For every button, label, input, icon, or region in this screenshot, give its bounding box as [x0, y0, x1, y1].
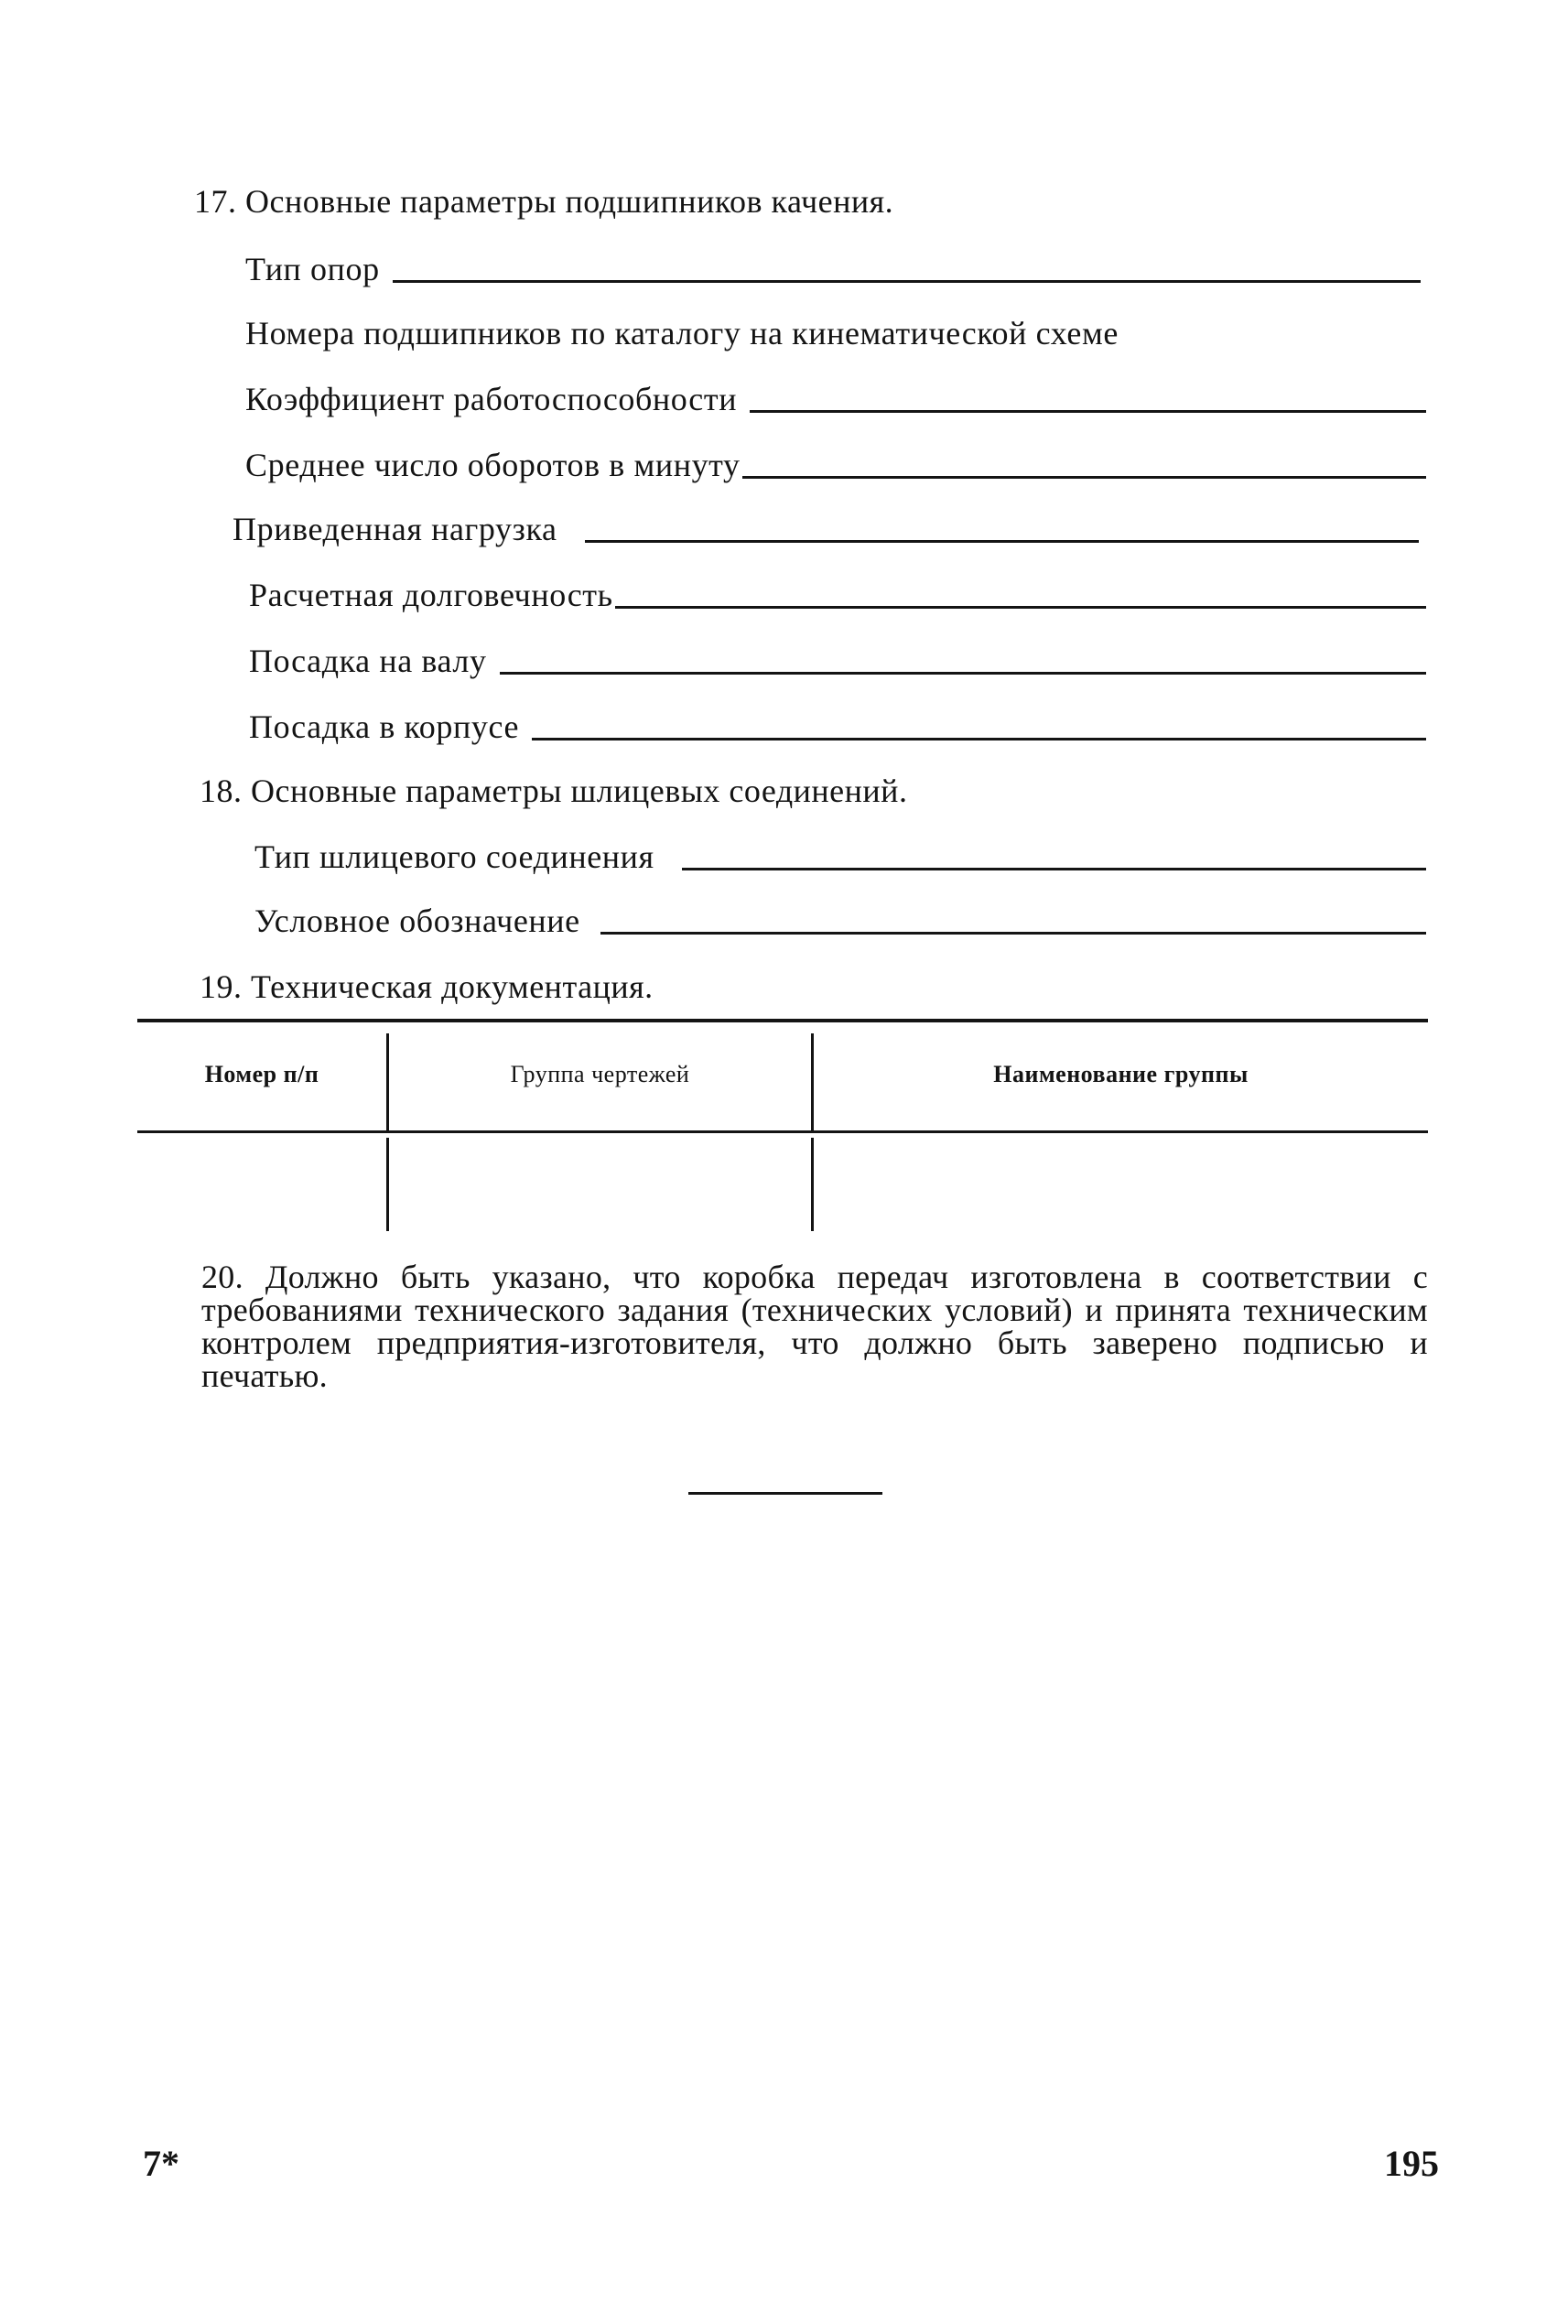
fill-in-line: [532, 738, 1426, 740]
documentation-table: [137, 1019, 1428, 1238]
table-cell: [814, 1133, 1428, 1234]
field-designation: [254, 901, 1426, 941]
signature-mark: 7*: [143, 2143, 179, 2184]
fill-in-line: [750, 410, 1426, 413]
section-19-heading: 19. Техническая документация.: [200, 968, 654, 1005]
fill-in-line: [393, 280, 1421, 283]
field-label: Посадка на валу: [249, 643, 487, 679]
table-cell: [137, 1133, 386, 1234]
table-header-group-name: Наименование группы: [993, 1061, 1249, 1087]
field-shaft-fit: [249, 641, 1426, 681]
fill-in-line: [682, 868, 1426, 870]
field-housing-fit: [249, 707, 1426, 747]
end-rule: [688, 1492, 882, 1495]
field-capacity-coefficient: [245, 379, 1426, 419]
table-cell: [389, 1133, 811, 1234]
fill-in-line: [500, 672, 1426, 675]
fill-in-line: [615, 606, 1426, 609]
field-label: Номера подшипников по каталогу на кинематической схеме: [245, 315, 1119, 351]
field-label: Расчетная долговечность: [249, 577, 613, 613]
section-20-paragraph: 20. Должно быть указано, что коробка передач изготовлена в соответствии с требованиями технического задания (технических условий) и принята техническим контролем предприятия-изготовителя, что должно быть заверено подписью и печатью.: [201, 1259, 1428, 1394]
field-label: Приведенная нагрузка: [232, 511, 557, 547]
fill-in-line: [742, 476, 1426, 479]
page-number: 195: [1384, 2143, 1439, 2184]
table-header-number: Номер п/п: [204, 1061, 319, 1087]
field-spline-type: [254, 837, 1426, 877]
field-average-rpm: [245, 445, 1426, 485]
section-17-heading: 17. Основные параметры подшипников качения.: [194, 183, 894, 220]
field-label: Тип опор: [245, 251, 380, 287]
field-bearing-numbers: [245, 313, 1119, 353]
fill-in-line: [600, 932, 1426, 935]
field-label: Посадка в корпусе: [249, 708, 520, 745]
section-18-heading: 18. Основные параметры шлицевых соединений.: [200, 773, 908, 809]
field-support-type: [245, 249, 1421, 289]
fill-in-line: [585, 540, 1419, 543]
field-label: Тип шлицевого соединения: [254, 838, 654, 875]
field-design-life: [249, 575, 1426, 615]
field-label: Условное обозначение: [254, 903, 580, 939]
field-label: Среднее число оборотов в минуту: [245, 447, 741, 483]
table-header-drawing-group: Группа чертежей: [510, 1061, 690, 1087]
field-reduced-load: [232, 509, 1419, 549]
field-label: Коэффициент работоспособности: [245, 381, 738, 417]
